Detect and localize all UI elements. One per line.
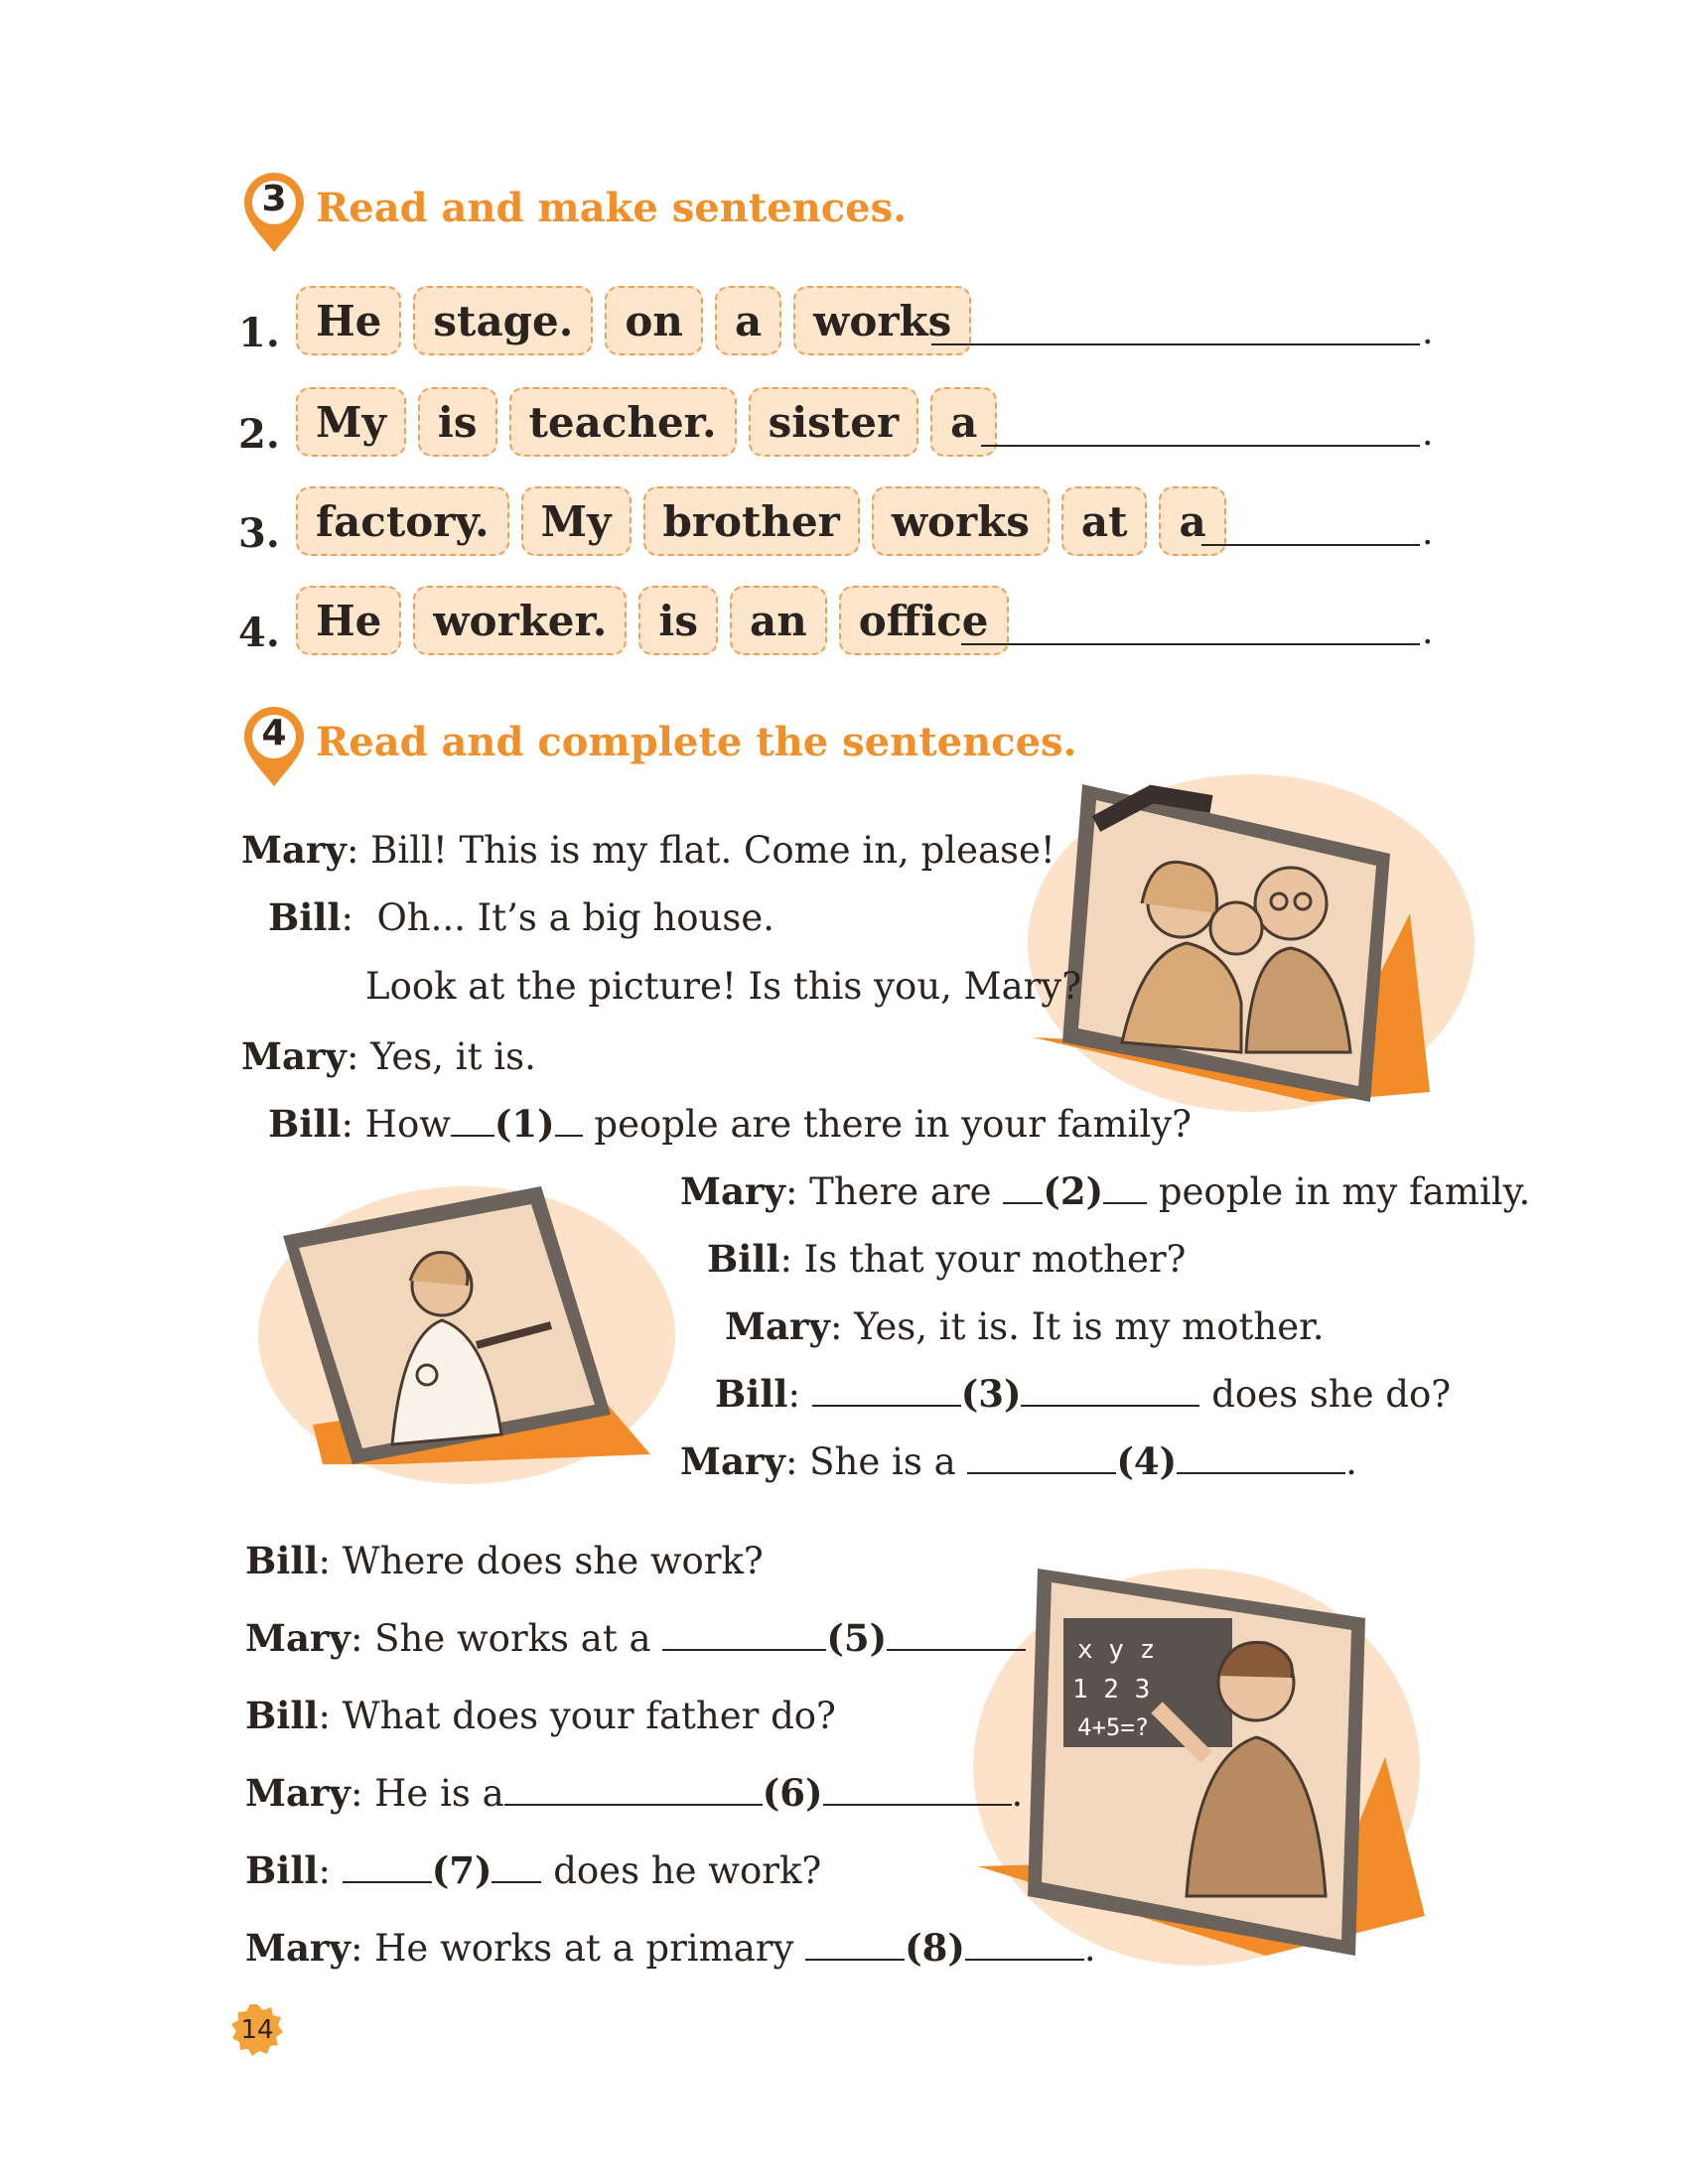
speaker: Mary [245,1771,351,1815]
board-text-3: 4+5=? [1077,1713,1150,1741]
colon: : [784,1440,798,1483]
answer-line[interactable] [931,341,1420,345]
line-text: . [1011,1772,1024,1815]
blank-field[interactable] [1021,1375,1199,1407]
line-text: He is a [362,1772,504,1815]
blank-field[interactable] [1103,1172,1147,1204]
line-text: people are there in your family? [582,1103,1192,1146]
dialogue-line-11 [245,1537,764,1585]
speaker: Mary [680,1169,785,1213]
sentence-row-2 [238,387,1434,467]
line-text: Oh... It’s a big house. [352,896,775,939]
section-3-title: Read and make sentences. [316,184,908,231]
word-tile[interactable]: worker. [413,586,627,655]
colon: : [341,896,353,939]
doctor-photo-frame [253,1176,680,1518]
word-tile[interactable]: He [296,286,401,355]
speaker: Mary [241,1034,347,1078]
blank-number: (2) [1043,1169,1104,1213]
colon: : [350,1772,363,1815]
word-tile[interactable]: a [930,387,997,457]
line-text: What does your father do? [330,1695,836,1737]
end-period: . [1422,312,1434,352]
dialogue-line-16 [245,1924,1096,1973]
word-tile[interactable]: brother [643,486,860,556]
line-text: Where does she work? [330,1540,764,1582]
word-tile[interactable]: a [715,286,781,355]
end-period: . [1422,512,1434,553]
speaker: Mary [241,828,347,872]
row-number: 4. [238,610,280,656]
line-text: Look at the picture! Is this you, Mary? [365,965,1082,1008]
row-number: 2. [238,411,280,458]
blank-field[interactable] [1003,1172,1043,1204]
colon: : [350,1617,363,1660]
word-tile[interactable]: works [793,286,971,355]
blank-field[interactable] [967,1442,1116,1474]
colon: : [787,1373,800,1416]
line-text [331,1849,343,1892]
word-tile[interactable]: works [872,486,1050,556]
dialogue-line-2 [268,893,774,942]
colon: : [779,1238,792,1281]
speaker: Bill [268,1102,342,1146]
answer-line[interactable] [961,641,1420,645]
speaker: Mary [680,1439,785,1483]
family-photo-frame [1013,754,1479,1126]
blank-number: (1) [493,1102,555,1146]
line-text: There are [797,1170,1004,1213]
blank-field[interactable] [451,1105,494,1137]
line-text: does he work? [541,1849,822,1892]
line-text: He works at a primary [362,1927,806,1970]
word-tile[interactable]: is [638,586,718,655]
blank-field[interactable] [887,1619,1026,1651]
word-tile[interactable]: an [730,586,827,655]
word-tile[interactable]: is [418,387,497,457]
word-tile[interactable]: office [839,586,1009,655]
board-text-1: x y z [1077,1635,1156,1665]
dialogue-line-6 [680,1167,1530,1216]
section-3-pin-icon [240,171,308,254]
speaker: Mary [245,1616,351,1660]
blank-field[interactable] [823,1774,1012,1806]
word-tile[interactable]: My [296,387,406,457]
dialogue-line-9 [715,1370,1451,1419]
colon: : [829,1305,843,1348]
speaker: Bill [268,895,342,939]
word-tile[interactable]: sister [749,387,919,457]
section-4-number: 4 [261,713,287,753]
word-tile[interactable]: He [296,586,401,655]
blank-number: (8) [905,1926,965,1970]
line-text: does she do? [1199,1373,1452,1416]
dialogue-line-13 [245,1692,836,1740]
section-4-title: Read and complete the sentences. [316,718,1077,765]
word-tile[interactable]: stage. [413,286,593,355]
dialogue-line-3 [365,963,1081,1011]
end-period: . [1422,413,1434,454]
colon: : [346,1035,359,1078]
blank-field[interactable] [555,1105,583,1137]
line-text: Yes, it is. It is my mother. [842,1305,1325,1348]
blank-number: (3) [960,1372,1022,1416]
speaker: Mary [245,1926,351,1970]
blank-field[interactable] [492,1851,541,1883]
word-tile[interactable]: My [521,486,632,556]
word-tile[interactable]: on [605,286,703,355]
word-tile[interactable]: factory. [296,486,509,556]
dialogue-line-8 [725,1302,1325,1351]
end-period: . [1422,612,1434,652]
colon: : [318,1849,331,1892]
line-text: . [1345,1440,1357,1483]
blank-field[interactable] [812,1375,961,1407]
blank-field[interactable] [662,1619,826,1651]
line-text: . [1083,1927,1096,1970]
colon: : [784,1170,798,1213]
dialogue-line-10 [680,1437,1357,1486]
blank-field[interactable] [1177,1442,1345,1474]
answer-line[interactable] [1201,542,1420,546]
speaker: Bill [245,1694,319,1737]
colon: : [350,1927,363,1970]
dialogue-line-14 [245,1769,1023,1818]
dialogue-line-15 [245,1846,821,1895]
row-number: 3. [238,510,280,557]
colon: : [318,1540,331,1582]
blank-number: (5) [826,1616,888,1660]
speaker: Bill [707,1237,780,1281]
line-text: She works at a [362,1617,663,1660]
line-text: How [352,1103,451,1146]
blank-field[interactable] [504,1774,763,1806]
colon: : [318,1695,331,1737]
dialogue-line-1 [241,826,1055,875]
speaker: Bill [245,1848,319,1892]
section-4-pin-icon [240,705,308,788]
dialogue-line-5 [268,1100,1192,1149]
blank-field[interactable] [805,1929,905,1961]
answer-line[interactable] [981,443,1420,447]
dialogue-line-12 [245,1614,1026,1663]
section-3-number: 3 [261,179,287,219]
blank-number: (6) [762,1771,823,1815]
teacher-photo-frame [968,1559,1445,1979]
word-tile[interactable]: teacher. [509,387,737,457]
row-number: 1. [238,310,280,356]
word-tile[interactable]: at [1061,486,1148,556]
page-number-badge [230,2003,284,2057]
board-text-2: 1 2 3 [1072,1675,1151,1705]
blank-field[interactable] [343,1851,432,1883]
word-tile[interactable]: a [1159,486,1225,556]
speaker: Mary [725,1304,830,1348]
line-text: people in my family. [1147,1170,1531,1213]
section-3-heading [240,171,907,254]
blank-number: (4) [1116,1439,1178,1483]
section-4-heading [240,705,1076,788]
line-text [800,1373,812,1416]
dialogue-line-4 [241,1032,536,1081]
speaker: Bill [245,1539,319,1582]
sentence-row-3 [238,486,1434,566]
page-number: 14 [240,2015,274,2045]
sentence-row-1 [238,286,1434,365]
line-text: Bill! This is my flat. Come in, please! [358,829,1055,872]
speaker: Bill [715,1372,788,1416]
colon: : [341,1103,353,1146]
line-text: Yes, it is. [358,1035,536,1078]
sentence-row-4 [238,586,1434,665]
blank-number: (7) [431,1848,492,1892]
colon: : [346,829,359,872]
line-text: Is that your mother? [791,1238,1187,1281]
line-text: She is a [797,1440,968,1483]
blank-field[interactable] [965,1929,1084,1961]
dialogue-line-7 [707,1235,1186,1284]
